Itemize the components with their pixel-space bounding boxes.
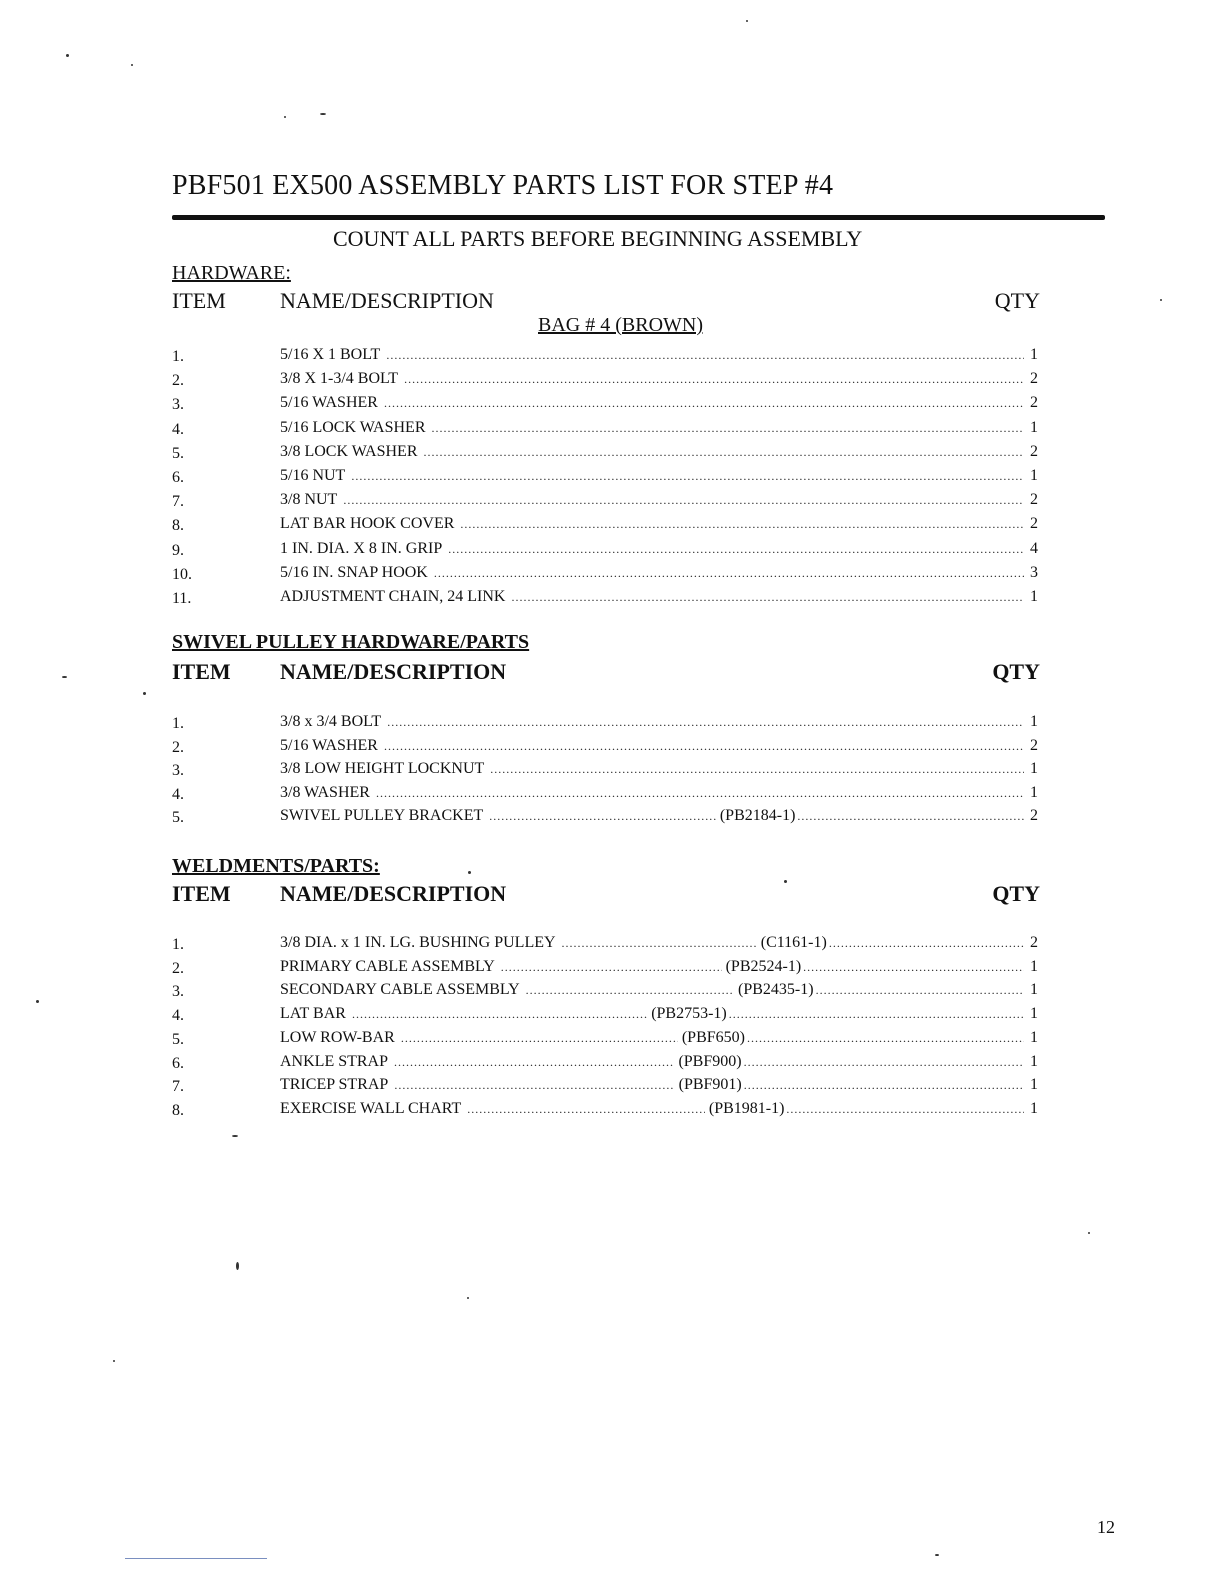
item-qty: 2 — [1030, 394, 1038, 412]
part-code: (C1161-1) — [760, 934, 827, 951]
item-description: ADJUSTMENT CHAIN, 24 LINK — [280, 588, 506, 605]
part-code: (PB1981-1) — [708, 1099, 785, 1117]
list-item — [172, 540, 1038, 564]
dot-leader — [386, 348, 1024, 363]
item-number: 3. — [172, 396, 184, 414]
weldments-heading: WELDMENTS/PARTS: — [172, 855, 380, 877]
col-item: ITEM — [172, 288, 226, 313]
scan-speck — [232, 1135, 238, 1137]
scan-speck — [143, 692, 146, 695]
item-description: SWIVEL PULLEY BRACKET — [280, 807, 484, 825]
dot-leader — [434, 566, 1024, 581]
item-qty: 1 — [1030, 1005, 1038, 1023]
list-item — [172, 737, 1038, 761]
list-item — [172, 1029, 1038, 1053]
item-description: 1 IN. DIA. X 8 IN. GRIP — [280, 539, 443, 557]
item-qty: 4 — [1030, 539, 1038, 557]
list-item — [172, 370, 1038, 394]
dot-leader — [747, 1031, 1024, 1046]
list-item — [172, 467, 1038, 491]
item-qty: 1 — [1030, 467, 1038, 484]
item-line — [280, 1076, 1038, 1094]
item-qty: 1 — [1030, 1028, 1038, 1046]
list-item — [172, 1100, 1038, 1124]
item-description: PRIMARY CABLE ASSEMBLY — [280, 957, 495, 975]
item-number: 6. — [172, 469, 184, 486]
dot-leader — [387, 715, 1024, 730]
item-number: 4. — [172, 1007, 184, 1025]
item-number: 2. — [172, 372, 184, 390]
page-number: 12 — [1097, 1517, 1115, 1537]
item-line — [280, 934, 1038, 952]
list-item — [172, 1053, 1038, 1077]
item-number: 1. — [172, 348, 184, 365]
item-number: 2. — [172, 738, 184, 756]
part-code: (PBF650) — [681, 1028, 745, 1046]
dot-leader — [501, 960, 722, 975]
item-description: SECONDARY CABLE ASSEMBLY — [280, 981, 520, 999]
item-line — [280, 588, 1038, 606]
scan-speck — [467, 1297, 469, 1299]
dot-leader — [829, 936, 1024, 951]
scan-speck — [284, 116, 286, 118]
list-item — [172, 394, 1038, 418]
item-number: 1. — [172, 715, 184, 732]
list-item — [172, 760, 1038, 784]
list-item — [172, 564, 1038, 588]
hardware-heading: HARDWARE: — [172, 262, 291, 284]
title-rule — [172, 215, 1105, 220]
item-description: 5/16 NUT — [280, 467, 346, 484]
item-number: 8. — [172, 517, 184, 535]
item-qty: 1 — [1030, 418, 1038, 436]
item-description: 5/16 WASHER — [280, 736, 378, 754]
dot-leader — [489, 809, 716, 824]
dot-leader — [511, 590, 1024, 605]
item-line — [280, 540, 1038, 558]
dot-leader — [460, 517, 1024, 532]
item-number: 6. — [172, 1054, 184, 1072]
item-description: 3/8 LOCK WASHER — [280, 442, 418, 460]
item-number: 5. — [172, 1030, 184, 1048]
item-number: 9. — [172, 541, 184, 559]
item-description: 3/8 X 1-3/4 BOLT — [280, 370, 399, 388]
item-qty: 1 — [1030, 1052, 1039, 1070]
dot-leader — [394, 1078, 674, 1093]
col-qty: QTY — [992, 659, 1040, 684]
scan-speck — [935, 1554, 939, 1556]
item-line — [280, 958, 1038, 976]
item-line — [280, 760, 1038, 778]
item-number: 2. — [172, 959, 184, 977]
item-qty: 2 — [1030, 442, 1038, 460]
item-line — [280, 394, 1038, 412]
dot-leader — [401, 1031, 678, 1046]
item-number: 5. — [172, 809, 184, 827]
col-qty: QTY — [992, 881, 1040, 906]
item-qty: 1 — [1030, 957, 1038, 975]
part-code: (PB2184-1) — [719, 807, 796, 825]
dot-leader — [786, 1102, 1024, 1117]
col-name: NAME/DESCRIPTION — [280, 881, 507, 906]
scan-speck — [1088, 1232, 1090, 1234]
item-qty: 1 — [1030, 760, 1038, 778]
item-number: 8. — [172, 1101, 184, 1119]
dot-leader — [490, 762, 1024, 777]
part-code: (PB2753-1) — [651, 1005, 727, 1023]
item-line — [280, 1005, 1038, 1023]
item-number: 3. — [172, 983, 184, 1001]
scan-speck — [62, 676, 67, 678]
list-item — [172, 981, 1038, 1005]
item-qty: 2 — [1030, 491, 1038, 509]
part-code: (PB2524-1) — [725, 957, 802, 975]
item-line — [280, 370, 1038, 388]
item-number: 4. — [172, 420, 184, 438]
dot-leader — [424, 445, 1025, 460]
item-description: EXERCISE WALL CHART — [280, 1099, 462, 1117]
item-description: 3/8 WASHER — [280, 783, 370, 801]
item-qty: 2 — [1030, 515, 1038, 533]
item-number: 5. — [172, 444, 184, 462]
col-qty: QTY — [994, 288, 1040, 313]
part-code: (PBF900) — [678, 1052, 742, 1070]
scan-speck — [746, 20, 748, 22]
list-item — [172, 934, 1038, 958]
dot-leader — [467, 1102, 705, 1117]
list-item — [172, 1076, 1038, 1100]
list-item — [172, 713, 1038, 737]
col-name: NAME/DESCRIPTION — [280, 659, 507, 684]
scan-speck — [113, 1360, 115, 1362]
part-code: (PB2435-1) — [738, 981, 814, 999]
item-number: 7. — [172, 493, 184, 511]
item-description: 5/16 IN. SNAP HOOK — [280, 563, 428, 581]
item-qty: 2 — [1030, 807, 1038, 825]
dot-leader — [803, 960, 1024, 975]
scan-speck — [131, 64, 133, 66]
item-line — [280, 515, 1038, 533]
item-number: 3. — [172, 762, 184, 780]
item-line — [280, 419, 1038, 437]
item-description: LAT BAR HOOK COVER — [280, 515, 455, 533]
item-qty: 2 — [1030, 736, 1038, 754]
item-line — [280, 737, 1038, 755]
item-line — [280, 1100, 1038, 1118]
item-qty: 1 — [1030, 981, 1038, 999]
dot-leader — [797, 809, 1024, 824]
bottom-line — [125, 1558, 267, 1559]
dot-leader — [394, 1055, 674, 1070]
bag-label: BAG # 4 (BROWN) — [538, 314, 703, 336]
scan-speck — [236, 1262, 239, 1270]
item-number: 7. — [172, 1078, 184, 1096]
item-qty: 3 — [1030, 563, 1038, 581]
item-line — [280, 1053, 1038, 1071]
item-line — [280, 713, 1038, 731]
item-line — [280, 981, 1038, 999]
item-line — [280, 491, 1038, 509]
scan-speck — [36, 1000, 39, 1003]
dot-leader — [744, 1055, 1024, 1070]
count-notice: COUNT ALL PARTS BEFORE BEGINNING ASSEMBLY — [333, 226, 863, 251]
item-description: 5/16 LOCK WASHER — [280, 418, 426, 436]
dot-leader — [744, 1078, 1024, 1093]
scan-speck — [468, 871, 471, 874]
dot-leader — [352, 1007, 647, 1022]
scan-speck — [1160, 299, 1162, 301]
list-item — [172, 491, 1038, 515]
item-description: 3/8 x 3/4 BOLT — [280, 713, 382, 730]
document-title: PBF501 EX500 ASSEMBLY PARTS LIST FOR STEP #4 — [172, 170, 834, 201]
scan-speck — [320, 113, 326, 115]
item-line — [280, 443, 1038, 461]
list-item — [172, 958, 1038, 982]
dot-leader — [526, 983, 734, 998]
item-qty: 1 — [1030, 1099, 1039, 1117]
item-line — [280, 564, 1038, 582]
item-number: 4. — [172, 785, 184, 803]
dot-leader — [343, 493, 1024, 508]
item-qty: 1 — [1030, 1076, 1039, 1094]
scan-speck — [66, 54, 69, 57]
item-number: 1. — [172, 936, 184, 953]
scan-speck — [784, 880, 787, 883]
item-qty: 1 — [1030, 346, 1038, 363]
part-code: (PBF901) — [678, 1076, 742, 1094]
item-qty: 1 — [1030, 588, 1038, 605]
item-description: LOW ROW-BAR — [280, 1028, 395, 1046]
item-line — [280, 467, 1038, 485]
item-description: LAT BAR — [280, 1005, 346, 1023]
item-description: TRICEP STRAP — [280, 1076, 389, 1094]
dot-leader — [816, 983, 1024, 998]
list-item — [172, 346, 1038, 370]
list-item — [172, 784, 1038, 808]
item-description: ANKLE STRAP — [280, 1052, 389, 1070]
list-item — [172, 588, 1038, 612]
list-item — [172, 419, 1038, 443]
dot-leader — [432, 421, 1025, 436]
item-description: 5/16 WASHER — [280, 394, 378, 412]
dot-leader — [562, 936, 757, 951]
dot-leader — [351, 469, 1024, 484]
item-description: 3/8 DIA. x 1 IN. LG. BUSHING PULLEY — [280, 934, 556, 951]
list-item — [172, 515, 1038, 539]
item-description: 5/16 X 1 BOLT — [280, 346, 381, 363]
item-description: 3/8 LOW HEIGHT LOCKNUT — [280, 760, 485, 778]
item-number: 11. — [172, 590, 192, 607]
item-line — [280, 346, 1038, 364]
item-number: 10. — [172, 565, 192, 583]
list-item — [172, 807, 1038, 831]
dot-leader — [729, 1007, 1024, 1022]
item-qty: 1 — [1030, 783, 1038, 801]
item-qty: 2 — [1030, 370, 1038, 388]
dot-leader — [384, 739, 1024, 754]
col-name: NAME/DESCRIPTION — [280, 288, 494, 313]
list-item — [172, 1005, 1038, 1029]
dot-leader — [448, 542, 1024, 557]
dot-leader — [384, 396, 1024, 411]
swivel-heading: SWIVEL PULLEY HARDWARE/PARTS — [172, 631, 530, 653]
item-line — [280, 807, 1038, 825]
dot-leader — [404, 372, 1024, 387]
item-line — [280, 1029, 1038, 1047]
item-description: 3/8 NUT — [280, 491, 338, 509]
item-qty: 2 — [1030, 934, 1039, 951]
list-item — [172, 443, 1038, 467]
item-qty: 1 — [1030, 713, 1038, 730]
dot-leader — [376, 786, 1024, 801]
col-item: ITEM — [172, 881, 231, 906]
item-line — [280, 784, 1038, 802]
col-item: ITEM — [172, 659, 231, 684]
